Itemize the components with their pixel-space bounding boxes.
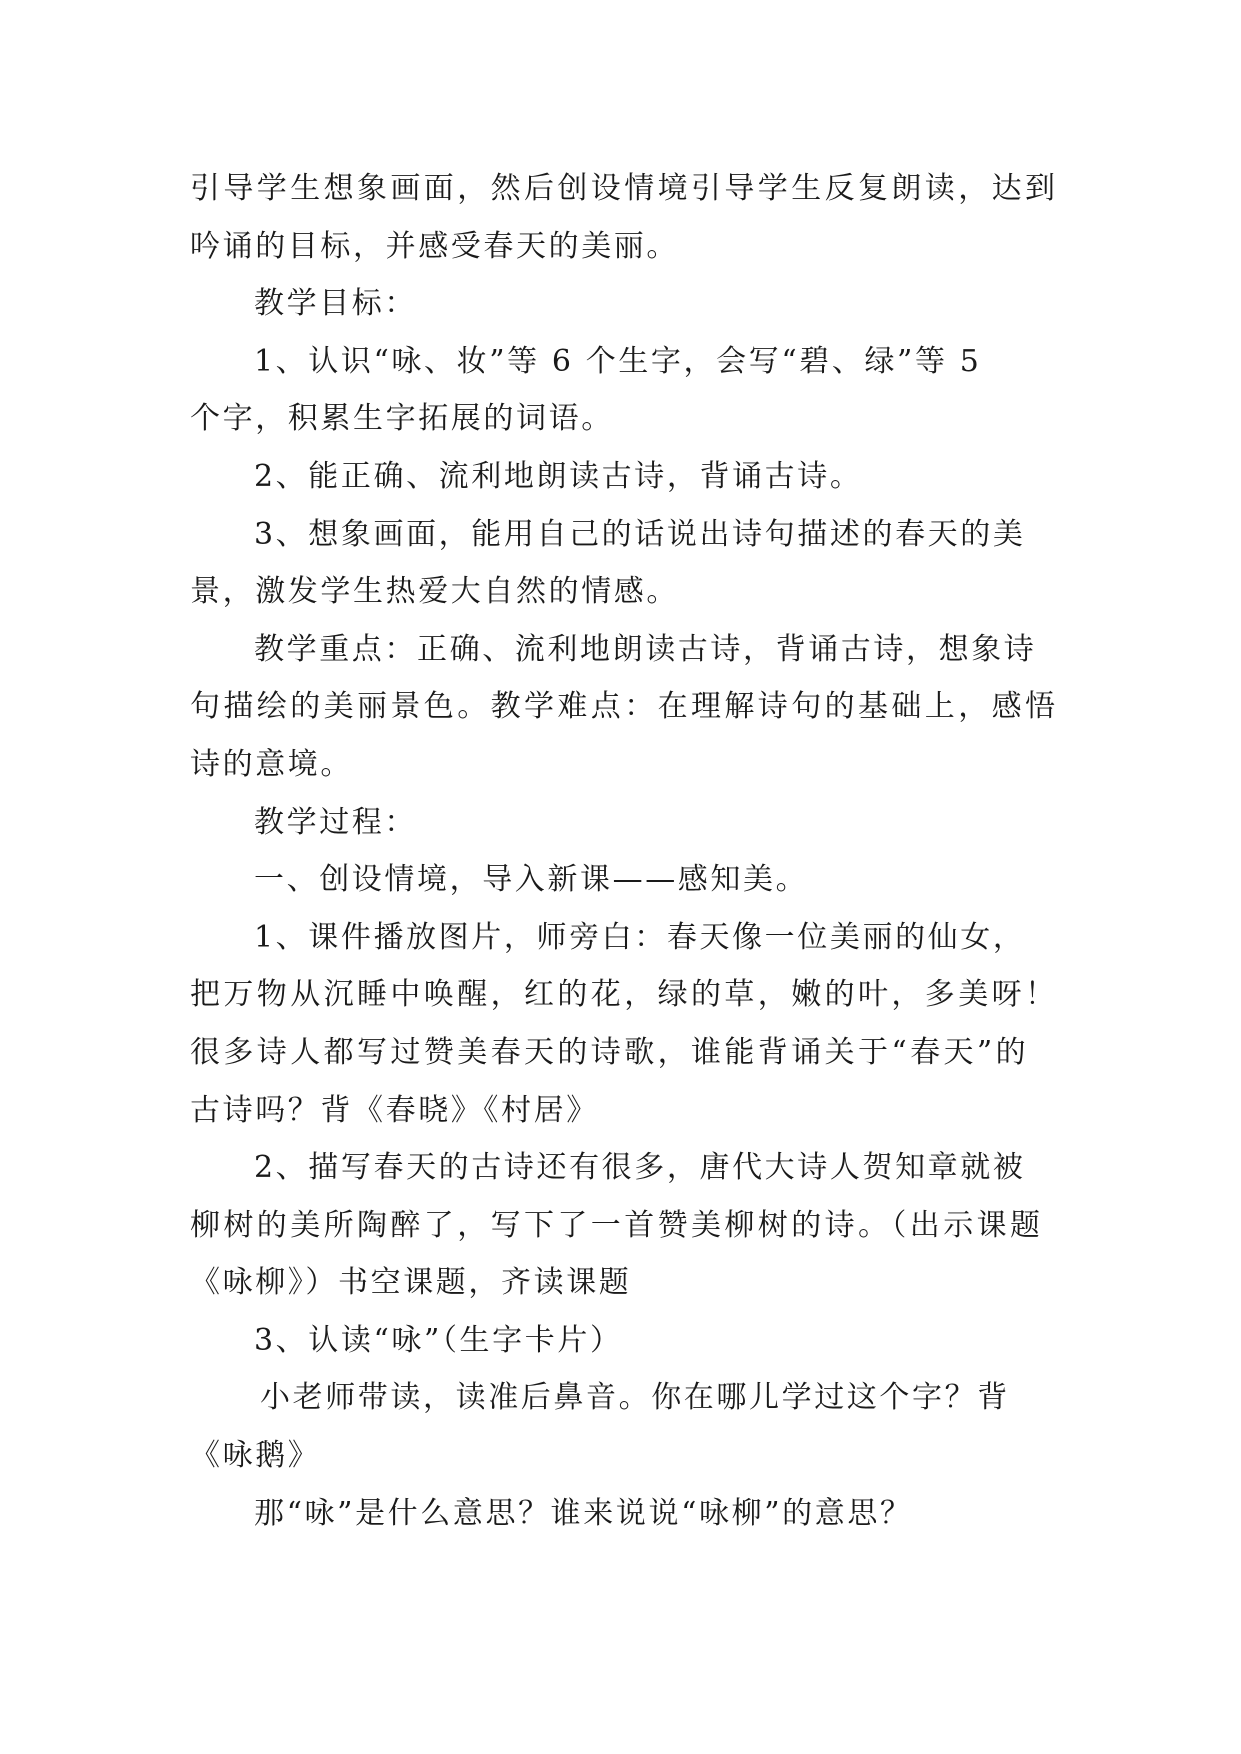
text-line: 《咏鹅》 bbox=[190, 1438, 321, 1474]
text-line: 景，激发学生热爱大自然的情感。 bbox=[190, 574, 679, 610]
text-line: 2、能正确、流利地朗读古诗，背诵古诗。 bbox=[254, 458, 863, 494]
text-line: 小老师带读，读准后鼻音。你在哪儿学过这个字？背 bbox=[260, 1380, 1010, 1416]
text-line: 个字，积累生字拓展的词语。 bbox=[190, 401, 614, 437]
text-line: 一、创设情境，导入新课——感知美。 bbox=[254, 862, 809, 898]
text-line: 引导学生想象画面，然后创设情境引导学生反复朗读，达到 bbox=[190, 171, 1059, 206]
text-line: 1、认识“咏、妆”等 6 个生字，会写“碧、绿”等 5 bbox=[254, 343, 982, 379]
section-heading-process: 教学过程： bbox=[254, 804, 417, 840]
text-line: 教学重点：正确、流利地朗读古诗，背诵古诗，想象诗 bbox=[254, 631, 1037, 667]
text-line: 句描绘的美丽景色。教学难点：在理解诗句的基础上，感悟 bbox=[190, 689, 1059, 725]
text-line: 那“咏”是什么意思？谁来说说“咏柳”的意思？ bbox=[254, 1495, 913, 1531]
text-line: 吟诵的目标，并感受春天的美丽。 bbox=[190, 228, 679, 264]
text-line: 3、想象画面，能用自己的话说出诗句描述的春天的美 bbox=[254, 516, 1026, 552]
section-heading-objectives: 教学目标： bbox=[254, 286, 417, 322]
text-line: 3、认读“咏”（生字卡片） bbox=[254, 1322, 623, 1358]
text-line: 把万物从沉睡中唤醒，红的花，绿的草，嫩的叶，多美呀！ bbox=[190, 977, 1059, 1013]
document-body bbox=[190, 160, 1060, 1542]
text-line: 诗的意境。 bbox=[190, 746, 353, 782]
text-line: 很多诗人都写过赞美春天的诗歌，谁能背诵关于“春天”的 bbox=[190, 1034, 1030, 1070]
text-line: 1、课件播放图片，师旁白：春天像一位美丽的仙女， bbox=[254, 919, 1026, 955]
text-line: 《咏柳》）书空课题，齐读课题 bbox=[190, 1265, 632, 1301]
text-line: 柳树的美所陶醉了，写下了一首赞美柳树的诗。（出示课题 bbox=[190, 1207, 1044, 1243]
text-line: 古诗吗？背《春晓》《村居》 bbox=[190, 1092, 599, 1128]
text-line: 2、描写春天的古诗还有很多，唐代大诗人贺知章就被 bbox=[254, 1150, 1026, 1186]
